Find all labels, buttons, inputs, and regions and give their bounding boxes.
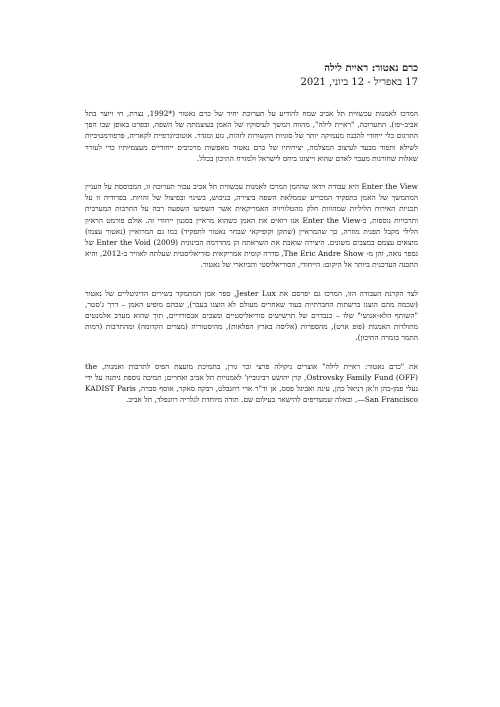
paragraph-intro: המרכז לאמנות עכשווית תל אביב שמח להודיע על תערוכת יחיד של כרם נאטור (*1992, נצרת, חי ויוצר בתל אביב-יפו). התערוכה, "ראיית לילה", מהווה המשך לעיסוקיו של האמן בעוצמתה של השפה, ובפרט באופן שבו הפך התרגום כלי ייחודי להבנה מעמיקה יותר של סוגיות הקשורות לזהות, גזע ומגדר. אוטוביוגרפיית לקאריה, פרפורמטיביות לשילא ותפוד מבעד לעיצוב המצלמה, יצירותיו של כרם נאטור מאפשות מרכיבים ייחודיים מעצמיותיו כדי לעורר שאלות שחורגות מעבר לאדם שהוא וייצוגו ביחס לישראל ולמזרח התיכון בכלל. [85,109,419,163]
exhibition-dates: 17 באפריל - 12 ביוני, 2021 [300,77,418,88]
header [85,62,418,90]
paragraph-jester-lux: לצד הקרנת העבודה הזו, המרכז גם יפרסם את Jester Lux, ספר אמן המתמקד בשירים הדיגיטליים של נאטור (שכמה מהם הוצגו ברשתות החברתיות בעוד שאחרים מעולם לא הוצגו בעבר), שבהם מופיע האמן – דרך ג'סטר, "השותף הלא-אנושי" שלו – כנבדרם של תרשישים סוריאליסטיים ומצבים אבסורדיים, תוך שהוא מערב אלמנטים מתולדות האמנות (פופ ארט), מהספרות (אליסה בארץ הפלאות), מהיסטוריה (מצרים הקדומה) ומהתרבות (דמות התמר בזמרה התיכון). [85,288,418,343]
paragraph-credits: את "כרם נאטור: ראיית לילה" אוצרים ניקולה פרצי ובר גורן, בתמיכת מועצת הפיס לתרבות ואמנות, the Ostrovsky Family Fund (OFF), קרן יהושע רבינוביץ' לאמנויות תל אביב ואחרים; תמיכה נוספת ניתנה על ידי נעלי פמן-כהן וז'אן דניאל כהן, עינה ואביגל פסס, אן וד"ר ארי רוזנבלט, רבקה סאקר, אוסף סברה, KADIST Paris—San Francisco, ובאלה שמעדיפים להישאר בעילום שם. תודה מיוחדת לגלריה רוזנפלד, תל אביב. [85,361,418,405]
paragraph-enter-the-view: Enter the View היא עבודת וידאו שהוזמן המרכז לאמנות עכשווית תל אביב עבור תערוכה זו, המבוססת על העניין המתמשך של האמן בתפקיד המכריע שממלאת השפה ביצירה, בגיבוש, בשינוי ובפיצול של זהויות. בפרודיה זו על תכניות האירוח הליליות שמהווות חלק מהטלוויזיה האמריקאית אשר השפיעו השפעה רבה על התרבות המערבית ותרבויות נוספות, ב-Enter the View אנו רואים את האמן כשהוא מראיין בסגנון ייחודי זה. אולם פורמט הראיון הלילי מקבל תפנית מוזרה, כך שהמראיין (שתקן וקופיקאי שבחר נאטור לתפקיד) כמו גם המרואיין (נאטור עצמו) מוצאים עצמם במצבים משונים. היצירה שואבת את השראתה הן מהדרמה הבינונית Enter the Void (2009) של גספר נואה, והן מ- The Eric Andre Show, סדרה קומית אמריקאית סוריאליסטית שעלתה לאוויר ב-2012, והיא התכנה העדכנית ביותר אל היקום: הייחודי, הסוריאליסטי והביזארי של נאטור. [85,182,418,270]
exhibition-title: כרם נאטור: ראיית לילה [324,63,418,74]
